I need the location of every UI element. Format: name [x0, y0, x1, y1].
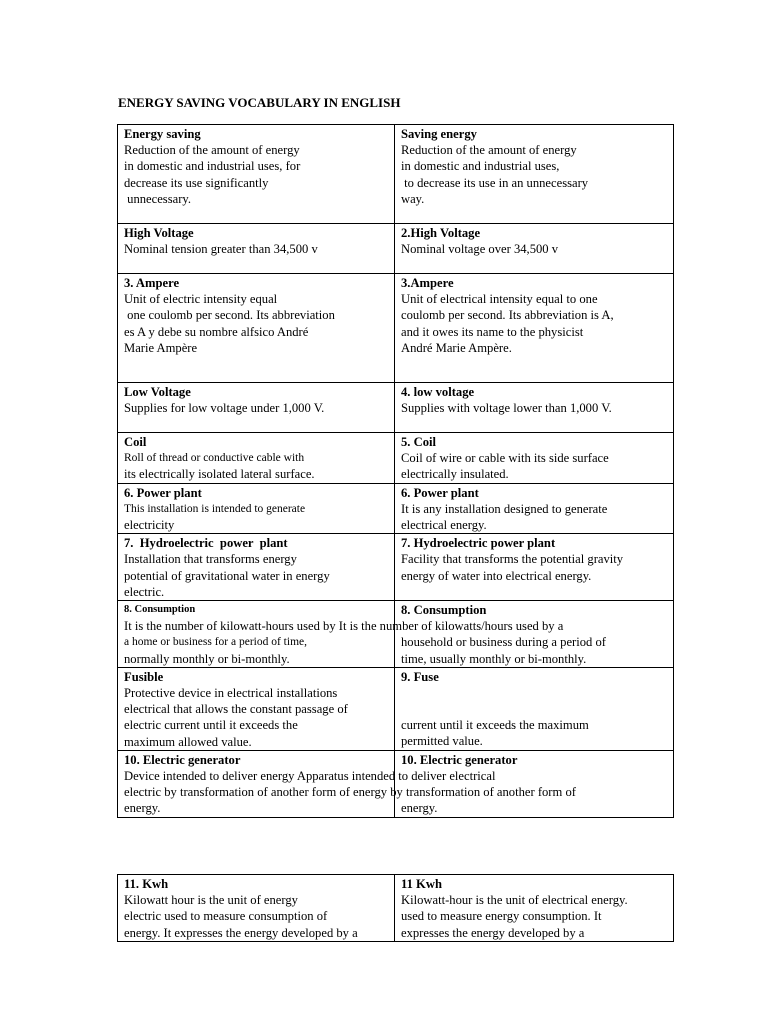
definition-line: decrease its use significantly — [124, 175, 269, 190]
definition-line: household or business during a period of — [401, 635, 606, 650]
definition-line: electric current until it exceeds the — [124, 718, 298, 733]
cell-english — [395, 433, 674, 484]
definition-line: André Marie Ampère. — [401, 340, 512, 355]
cell-english — [395, 483, 674, 534]
definition-line: Kilowatt hour is the unit of energy — [124, 893, 298, 908]
definition-line: energy. It expresses the energy developed by a — [124, 925, 358, 940]
term-heading: 5. Coil — [401, 435, 436, 449]
definition-line: Unit of electric intensity equal — [124, 292, 278, 307]
definition-line: It is any installation designed to generate — [401, 501, 608, 516]
definition-line: electrical energy. — [401, 518, 487, 533]
table-row — [118, 483, 674, 534]
term-heading: 6. Power plant — [401, 485, 479, 500]
definition-line: expresses the energy developed by a — [401, 925, 585, 940]
table-row — [118, 875, 674, 942]
definition-line: a home or business for a period of time, — [124, 636, 307, 649]
cell-spanish — [118, 125, 395, 224]
definition-line: Nominal tension greater than 34,500 v — [124, 242, 318, 257]
definition-line: its electrically isolated lateral surface. — [124, 467, 315, 482]
cell-english — [395, 667, 674, 750]
term-heading: 11 Kwh — [401, 877, 442, 891]
table-row — [118, 383, 674, 433]
definition-line: and it owes its name to the physicist — [401, 324, 584, 339]
definition-line: electric used to measure consumption of — [124, 909, 328, 924]
definition-line: es A y debe su nombre alfsico André — [124, 324, 309, 339]
definition-line: energy. — [124, 801, 161, 816]
cell-spanish — [118, 875, 395, 942]
term-heading: Fusible — [124, 669, 164, 684]
definition-line: This installation is intended to generate — [124, 502, 306, 515]
vocabulary-table — [117, 124, 674, 818]
definition-line: electricity — [124, 518, 175, 533]
definition-line: electric by transformation of another form of energy by transformation of another form of — [124, 785, 576, 800]
table-row — [118, 534, 674, 601]
definition-line: Marie Ampère — [124, 340, 198, 355]
term-heading: Coil — [124, 435, 147, 449]
definition-line: to decrease its use in an unnecessary — [401, 175, 589, 190]
table-row — [118, 750, 674, 817]
definition-line: Roll of thread or conductive cable with — [124, 452, 305, 465]
term-heading: Low Voltage — [124, 385, 191, 399]
definition-line: Reduction of the amount of energy — [124, 143, 300, 158]
definition-line: Coil of wire or cable with its side surface — [401, 451, 609, 466]
term-heading: High Voltage — [124, 226, 194, 240]
definition-line: energy. — [401, 801, 438, 816]
cell-english — [395, 383, 674, 433]
definition-line: normally monthly or bi-monthly. — [124, 651, 290, 666]
definition-line: Supplies for low voltage under 1,000 V. — [124, 401, 325, 416]
cell-spanish — [118, 483, 395, 534]
term-heading: 3.Ampere — [401, 276, 454, 290]
definition-line: in domestic and industrial uses, for — [124, 159, 301, 174]
cell-english — [395, 875, 674, 942]
definition-line: energy of water into electrical energy. — [401, 568, 592, 583]
definition-line: electrical that allows the constant passage of — [124, 702, 348, 717]
definition-line: used to measure energy consumption. It — [401, 909, 602, 924]
table-row — [118, 433, 674, 484]
cell-spanish — [118, 274, 395, 383]
table-row — [118, 601, 674, 668]
vocabulary-table-continued — [117, 874, 674, 942]
term-heading: 2.High Voltage — [401, 226, 481, 240]
term-heading: 6. Power plant — [124, 485, 202, 500]
cell-spanish — [118, 433, 395, 484]
table-row — [118, 274, 674, 383]
cell-spanish — [118, 224, 395, 274]
cell-spanish — [118, 750, 576, 817]
term-heading: 9. Fuse — [401, 669, 439, 684]
definition-line: way. — [401, 191, 425, 206]
term-heading: Saving energy — [401, 127, 477, 141]
cell-english — [395, 534, 674, 601]
definition-line: Installation that transforms energy — [124, 552, 297, 567]
definition-line: electrically insulated. — [401, 467, 509, 482]
table-row — [118, 125, 674, 224]
cell-spanish — [118, 534, 395, 601]
definition-line: maximum allowed value. — [124, 734, 252, 749]
term-heading: 7. Hydroelectric power plant — [401, 536, 556, 551]
cell-english — [395, 125, 674, 224]
definition-line: in domestic and industrial uses, — [401, 159, 560, 174]
definition-line: Unit of electrical intensity equal to one — [401, 292, 598, 307]
term-heading: 8. Consumption — [401, 603, 487, 618]
definition-line: Device intended to deliver energy Apparatus intended to deliver electrical — [124, 769, 496, 784]
definition-line: Facility that transforms the potential gravity — [401, 552, 624, 567]
term-heading: 3. Ampere — [124, 276, 180, 290]
definition-line: Kilowatt-hour is the unit of electrical energy. — [401, 893, 628, 908]
definition-line: electric. — [124, 584, 165, 599]
cell-english — [395, 274, 674, 383]
cell-english — [395, 601, 674, 668]
term-heading: Energy saving — [124, 127, 201, 141]
definition-line: Supplies with voltage lower than 1,000 V. — [401, 401, 612, 416]
term-heading: 7. Hydroelectric power plant — [124, 536, 288, 551]
cell-spanish — [118, 383, 395, 433]
table-row — [118, 224, 674, 274]
term-heading: 10. Electric generator — [401, 752, 518, 767]
definition-line: coulomb per second. Its abbreviation is A, — [401, 308, 614, 323]
cell-english — [395, 224, 674, 274]
definition-line: permitted value. — [401, 734, 483, 749]
cell-english — [395, 750, 674, 817]
cell-spanish — [118, 667, 395, 750]
definition-line: current until it exceeds the maximum — [401, 718, 589, 733]
definition-line: Reduction of the amount of energy — [401, 143, 577, 158]
definition-line: time, usually monthly or bi-monthly. — [401, 651, 587, 666]
term-heading: 10. Electric generator — [124, 752, 241, 767]
term-heading: 4. low voltage — [401, 385, 475, 399]
definition-line: potential of gravitational water in energy — [124, 568, 330, 583]
definition-line: It is the number of kilowatt-hours used by It is the number of kilowatts/hours used by a — [124, 619, 564, 634]
term-heading: 11. Kwh — [124, 877, 169, 891]
page-title: ENERGY SAVING VOCABULARY IN ENGLISH — [118, 95, 401, 110]
definition-line: Protective device in electrical installations — [124, 686, 338, 701]
definition-line: one coulomb per second. Its abbreviation — [124, 308, 335, 323]
table-row — [118, 667, 674, 750]
definition-line: unnecessary. — [124, 191, 192, 206]
definition-line: Nominal voltage over 34,500 v — [401, 242, 559, 257]
term-heading: 8. Consumption — [124, 604, 196, 616]
